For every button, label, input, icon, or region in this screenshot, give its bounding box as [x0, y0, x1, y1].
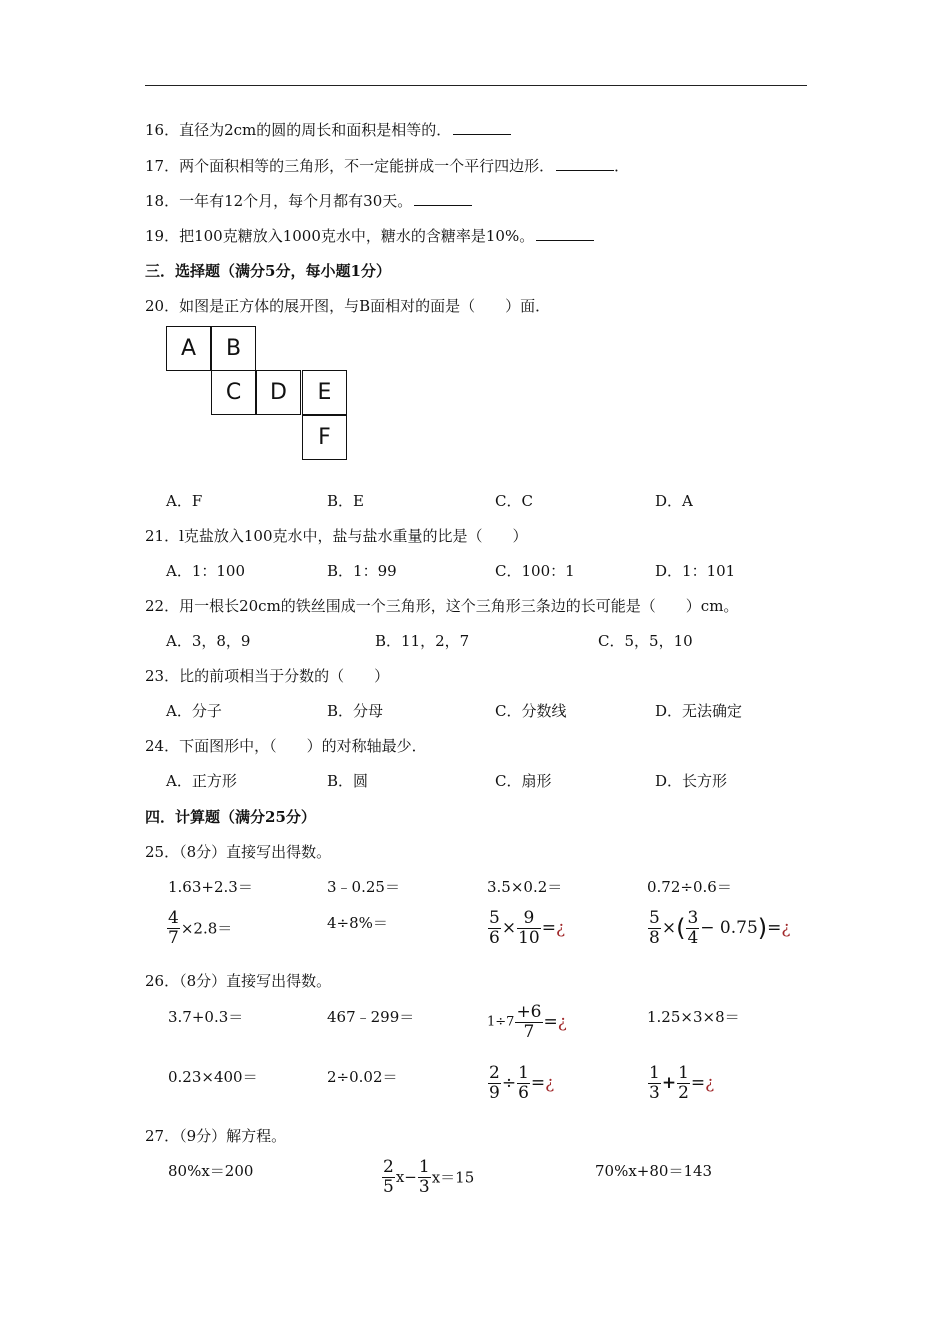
q22-option-c[interactable]: C．5，5，10: [598, 632, 693, 650]
q23-option-a[interactable]: A．分子: [166, 702, 222, 720]
q25-item-3: 3.5×0.2＝: [487, 878, 563, 896]
q25-item-4: 0.72÷0.6＝: [647, 878, 732, 896]
q26-item-5: 0.23×400＝: [168, 1068, 258, 1086]
q20-option-c[interactable]: C．C: [495, 492, 533, 510]
q25-item-6: 4÷8%＝: [327, 914, 388, 932]
q25-item-7: $\frac{5}{6}$ × $\frac{9}{10}$ =¿: [489, 908, 566, 948]
q24-option-b[interactable]: B．圆: [327, 772, 369, 790]
fraction: $\frac{5}{8}$: [649, 908, 660, 948]
fraction: $\frac{1}{6}$: [518, 1063, 529, 1103]
fraction: $\frac{1}{2}$: [678, 1063, 689, 1103]
q26-item-8: $\frac{1}{3}$ + $\frac{1}{2}$ =¿: [649, 1063, 715, 1103]
fraction: $\frac{2}{9}$: [489, 1063, 500, 1103]
q27-equation-1: 80%x＝200: [168, 1162, 254, 1180]
q26-item-7: $\frac{2}{9}$ ÷ $\frac{1}{6}$ =¿: [489, 1063, 555, 1103]
q26-item-1: 3.7+0.3＝: [168, 1008, 244, 1026]
question-18: 18．一年有12个月，每个月都有30天。: [145, 190, 472, 211]
q26-item-6: 2÷0.02＝: [327, 1068, 398, 1086]
q25-item-1: 1.63+2.3＝: [168, 878, 253, 896]
q27-equation-3: 70%x+80＝143: [595, 1162, 713, 1180]
answer-blank[interactable]: [453, 133, 511, 135]
q20-option-b[interactable]: B．E: [327, 492, 364, 510]
answer-blank[interactable]: [556, 169, 614, 171]
section-3-title: 三．选择题（满分5分，每小题1分）: [145, 262, 391, 280]
fraction: $\frac{3}{4}$: [687, 908, 699, 948]
q25-item-5: $\frac{4}{7}$ ×2.8＝: [168, 908, 233, 948]
question-24-stem: 24．下面图形中，（ ）的对称轴最少．: [145, 737, 427, 755]
net-face-e: E: [302, 370, 347, 415]
question-17: 17．两个面积相等的三角形，不一定能拼成一个平行四边形． ．: [145, 157, 630, 175]
q21-option-a[interactable]: A．1：100: [166, 562, 246, 580]
q25-item-8: $\frac{5}{8}$ ×( $\frac{3}{4}$ − 0.75)=¿: [649, 908, 791, 948]
fraction: $\frac{1}{3}$: [649, 1063, 660, 1103]
q24-option-a[interactable]: A．正方形: [166, 772, 237, 790]
question-19: 19．把100克糖放入1000克水中，糖水的含糖率是10%。: [145, 225, 594, 246]
question-27-stem: 27．（9分）解方程。: [145, 1127, 287, 1145]
question-25-stem: 25．（8分）直接写出得数。: [145, 843, 332, 861]
q26-item-4: 1.25×3×8＝: [647, 1008, 740, 1026]
q25-item-2: 3﹣0.25＝: [327, 878, 400, 896]
q24-option-d[interactable]: D．长方形: [655, 772, 728, 790]
fraction: $\frac{1}{3}$: [418, 1157, 430, 1197]
q20-option-d[interactable]: D．A: [655, 492, 693, 510]
q24-option-c[interactable]: C．扇形: [495, 772, 552, 790]
q23-option-d[interactable]: D．无法确定: [655, 702, 743, 720]
net-face-b: B: [211, 326, 256, 371]
question-22-stem: 22．用一根长20cm的铁丝围成一个三角形，这个三角形三条边的长可能是（ ）cm。: [145, 597, 739, 615]
q22-option-b[interactable]: B．11，2，7: [375, 632, 470, 650]
q27-equation-2: $\frac{2}{5}$ x− $\frac{1}{3}$ x＝15: [383, 1157, 475, 1197]
net-face-d: D: [256, 370, 301, 415]
fraction: $\frac{9}{10}$: [518, 908, 540, 948]
net-face-f: F: [302, 415, 347, 460]
q22-option-a[interactable]: A．3，8，9: [166, 632, 251, 650]
fraction: $\frac{2}{5}$: [383, 1157, 394, 1197]
answer-blank[interactable]: [414, 204, 472, 206]
header-rule: [145, 85, 807, 86]
question-16: 16．直径为2cm的圆的周长和面积是相等的．: [145, 119, 511, 140]
q21-option-c[interactable]: C．100：1: [495, 562, 575, 580]
fraction: $\frac{5}{6}$: [489, 908, 500, 948]
question-21-stem: 21．l克盐放入100克水中，盐与盐水重量的比是（ ）: [145, 527, 528, 545]
q23-option-c[interactable]: C．分数线: [495, 702, 567, 720]
answer-blank[interactable]: [536, 239, 594, 241]
fraction: $\frac{4}{7}$: [168, 908, 179, 948]
q21-option-b[interactable]: B．1：99: [327, 562, 397, 580]
section-4-title: 四．计算题（满分25分）: [145, 808, 316, 826]
q20-option-a[interactable]: A．F: [166, 492, 203, 510]
fraction: $\frac{+6}{7}$: [516, 1002, 542, 1042]
q26-item-3: 1÷7 $\frac{+6}{7}$ =¿: [487, 1002, 567, 1042]
q21-option-d[interactable]: D．1：101: [655, 562, 736, 580]
question-20-stem: 20．如图是正方体的展开图，与B面相对的面是（ ）面．: [145, 297, 551, 315]
q23-option-b[interactable]: B．分母: [327, 702, 384, 720]
question-26-stem: 26．（8分）直接写出得数。: [145, 972, 332, 990]
q26-item-2: 467﹣299＝: [327, 1008, 415, 1026]
net-face-a: A: [166, 326, 211, 371]
question-23-stem: 23．比的前项相当于分数的（ ）: [145, 667, 390, 685]
net-face-c: C: [211, 370, 256, 415]
